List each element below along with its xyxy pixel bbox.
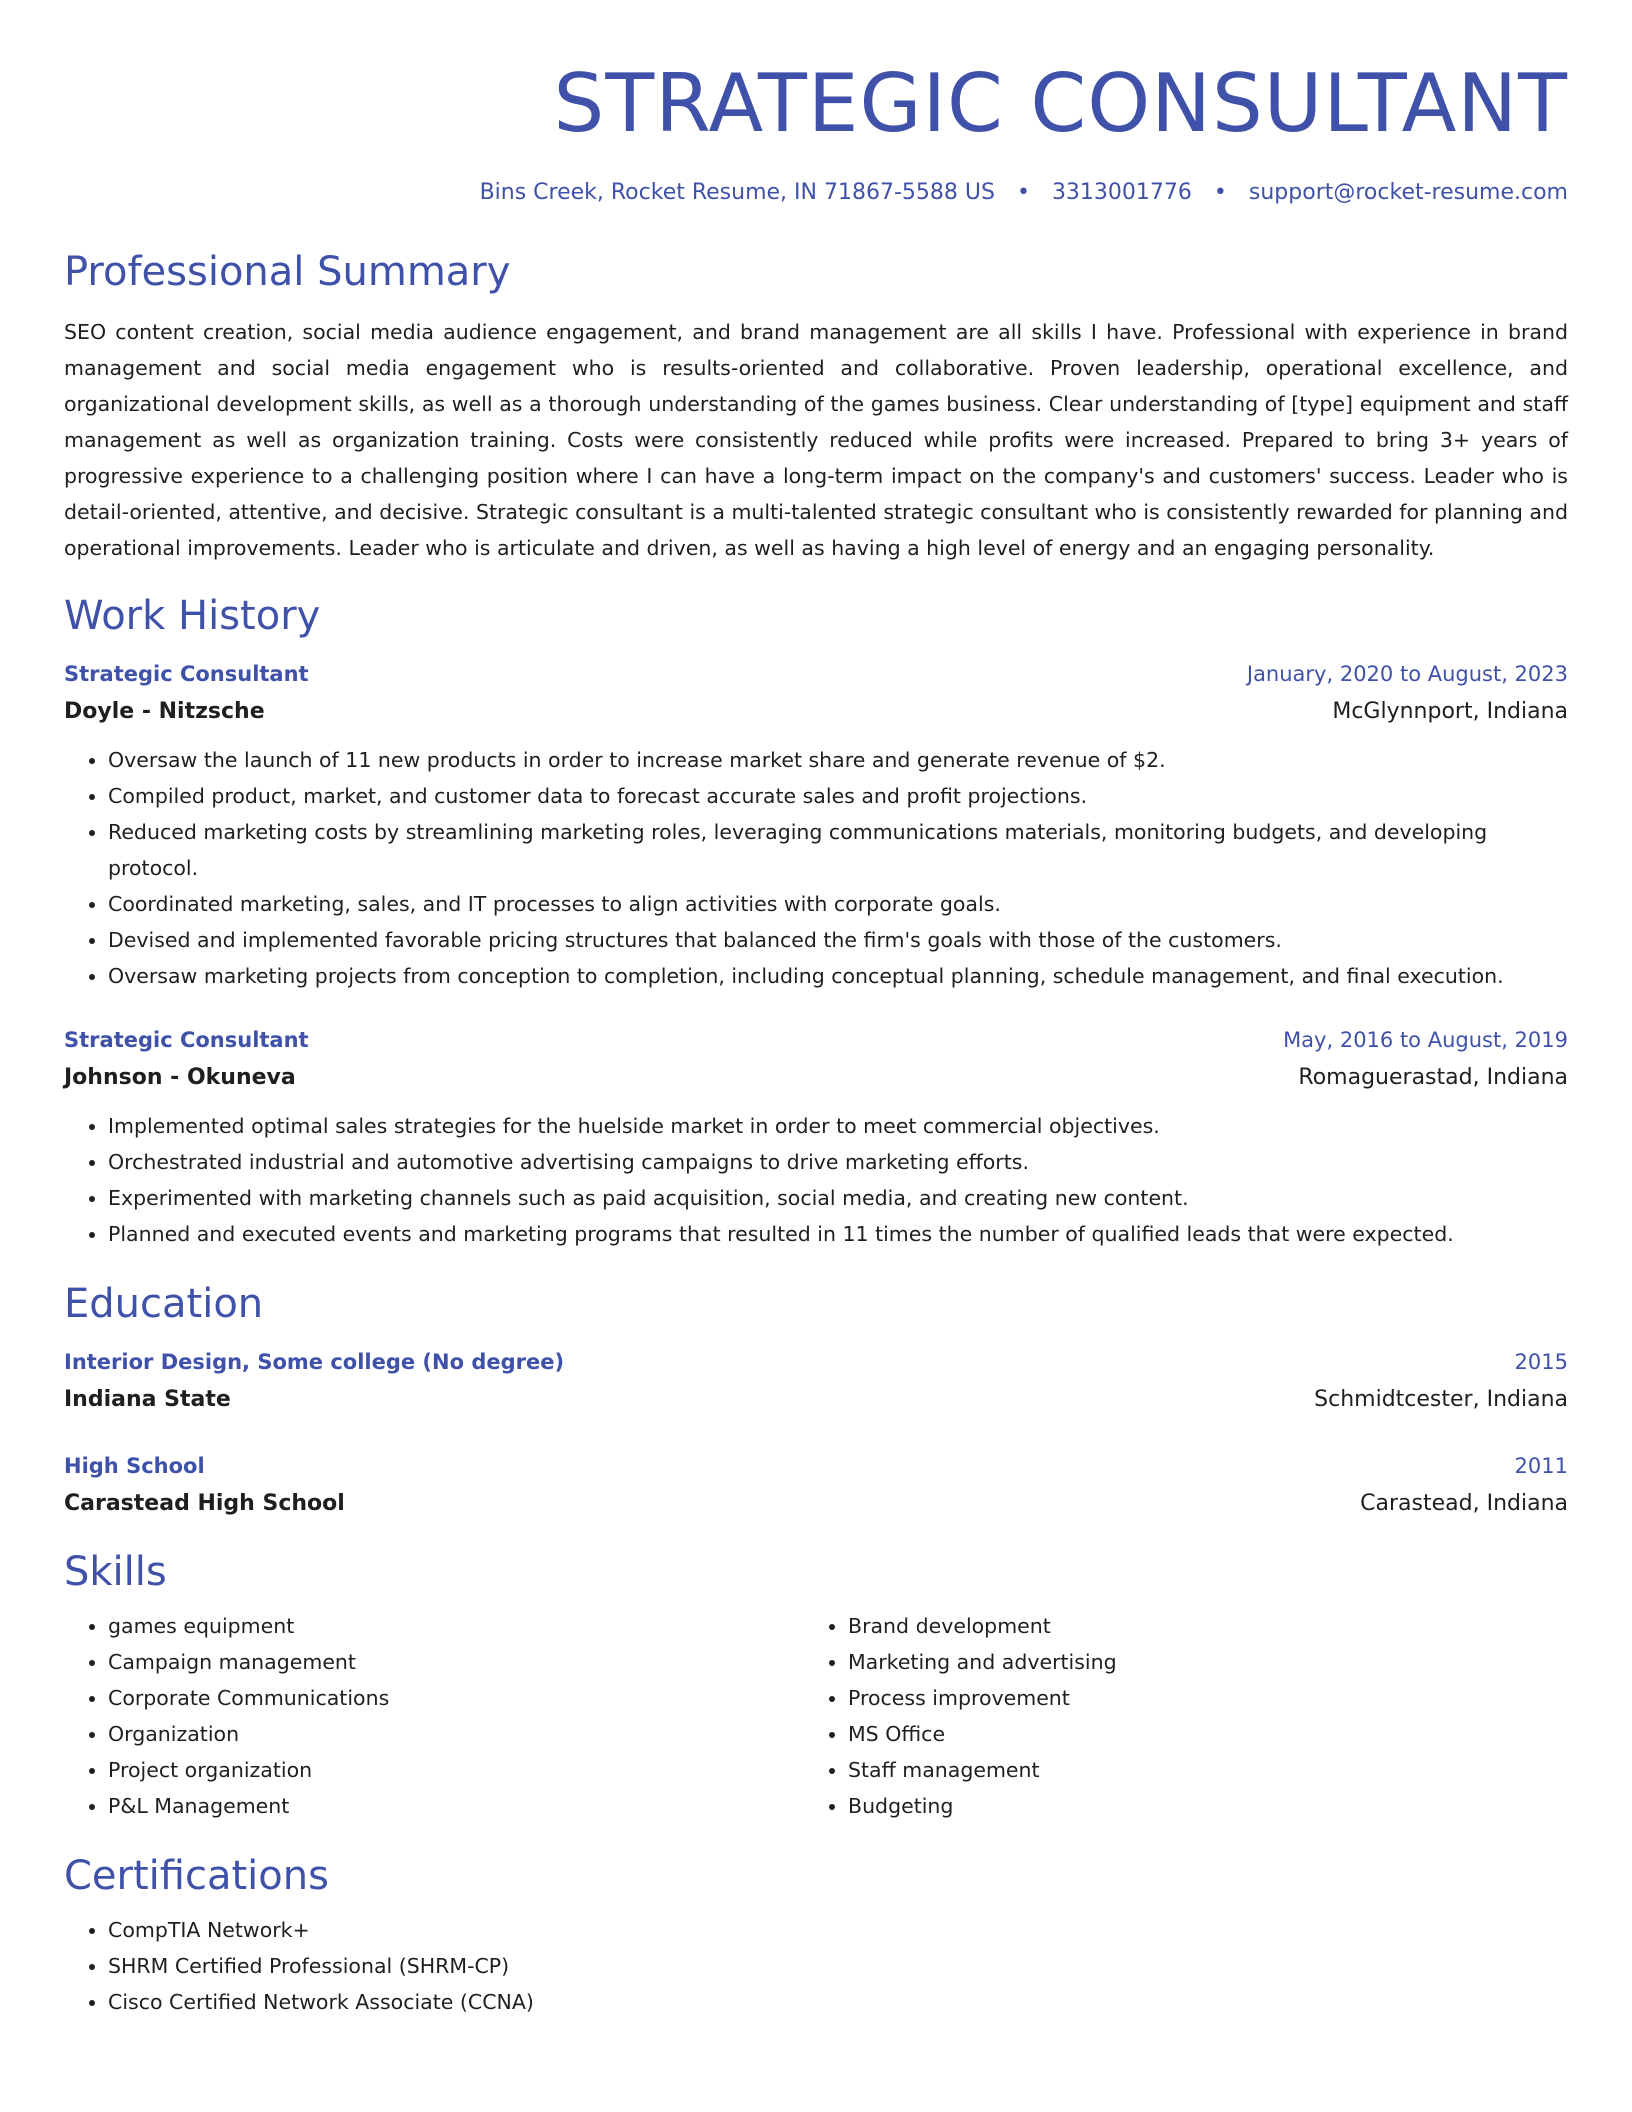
candidate-title: STRATEGIC CONSULTANT bbox=[553, 57, 1568, 150]
skill-item: • Brand development bbox=[848, 1608, 1544, 1644]
work-history-section bbox=[64, 590, 1568, 1252]
education-entry bbox=[64, 1344, 1568, 1420]
skill-item: • MS Office bbox=[848, 1716, 1544, 1752]
education-school-row bbox=[64, 1380, 1568, 1420]
skill-item: • games equipment bbox=[108, 1608, 804, 1644]
section-title-education: Education bbox=[64, 1281, 264, 1327]
skills-section bbox=[64, 1546, 1568, 1824]
education-school: Carastead High School bbox=[64, 1491, 345, 1516]
education-year: 2015 bbox=[1514, 1350, 1568, 1374]
job-bullet: • Planned and executed events and marketing programs that resulted in 11 times the number of qualified leads that were expected. bbox=[108, 1216, 1568, 1252]
job-bullet: • Oversaw marketing projects from conception to completion, including conceptual planning, schedule management, and final execution. bbox=[108, 958, 1568, 994]
certifications-list bbox=[64, 1912, 1568, 2020]
certification-item: • Cisco Certified Network Associate (CCNA) bbox=[108, 1984, 1568, 2020]
certifications-section bbox=[64, 1850, 1568, 2020]
education-degree: High School bbox=[64, 1454, 205, 1478]
education-entry bbox=[64, 1448, 1568, 1524]
education-section bbox=[64, 1278, 1568, 1524]
contact-line bbox=[64, 178, 1568, 208]
job-company-row bbox=[64, 692, 1568, 732]
job-company-row bbox=[64, 1058, 1568, 1098]
job-bullets bbox=[64, 742, 1568, 994]
education-header-row bbox=[64, 1344, 1568, 1380]
job-dates: January, 2020 to August, 2023 bbox=[1246, 662, 1568, 686]
education-school-row bbox=[64, 1484, 1568, 1524]
skill-item: • P&L Management bbox=[108, 1788, 804, 1824]
job-company: Doyle - Nitzsche bbox=[64, 699, 265, 724]
skill-item: • Process improvement bbox=[848, 1680, 1544, 1716]
contact-email: support@rocket-resume.com bbox=[1248, 180, 1568, 205]
job-title: Strategic Consultant bbox=[64, 1028, 309, 1052]
skill-item: • Staff management bbox=[848, 1752, 1544, 1788]
summary-text: SEO content creation, social media audience engagement, and brand management are all skills I have. Professional with experience in brand management and social media engagement who is results-oriented and collaborative. Proven leadership, operational excellence, and organizational development skills, as well as a thorough understanding of the games business. Clear understanding of [type] equipment and staff management as well as organization training. Costs were consistently reduced while profits were increased. Prepared to bring 3+ years of progressive experience to a challenging position where I can have a long-term impact on the company's and customers' success. Leader who is detail-oriented, attentive, and decisive. Strategic consultant is a multi-talented strategic consultant who is consistently rewarded for planning and operational improvements. Leader who is articulate and driven, as well as having a high level of energy and an engaging personality. bbox=[64, 320, 1568, 560]
job-bullet: • Orchestrated industrial and automotive advertising campaigns to drive marketing efforts. bbox=[108, 1144, 1568, 1180]
job-title: Strategic Consultant bbox=[64, 662, 309, 686]
skill-item: • Project organization bbox=[108, 1752, 804, 1788]
skills-grid bbox=[64, 1608, 1568, 1824]
job-entry bbox=[64, 656, 1568, 994]
job-bullet: • Reduced marketing costs by streamlining marketing roles, leveraging communications materials, monitoring budgets, and developing protocol. bbox=[108, 814, 1568, 886]
job-header-row bbox=[64, 1022, 1568, 1058]
education-header-row bbox=[64, 1448, 1568, 1484]
job-bullet: • Coordinated marketing, sales, and IT processes to align activities with corporate goals. bbox=[108, 886, 1568, 922]
skill-item: • Organization bbox=[108, 1716, 804, 1752]
education-school: Indiana State bbox=[64, 1387, 231, 1412]
skill-item: • Campaign management bbox=[108, 1644, 804, 1680]
job-header-row bbox=[64, 656, 1568, 692]
education-location: Schmidtcester, Indiana bbox=[1314, 1387, 1568, 1412]
job-bullet: • Devised and implemented favorable pricing structures that balanced the firm's goals with those of the customers. bbox=[108, 922, 1568, 958]
education-year: 2011 bbox=[1514, 1454, 1568, 1478]
summary-section bbox=[64, 246, 1568, 566]
section-title-skills: Skills bbox=[64, 1549, 167, 1595]
skills-column-left bbox=[64, 1608, 804, 1824]
contact-separator: • bbox=[1213, 180, 1227, 205]
job-bullet: • Oversaw the launch of 11 new products in order to increase market share and generate revenue of $2. bbox=[108, 742, 1568, 778]
resume-header bbox=[64, 50, 1568, 208]
contact-separator: • bbox=[1016, 180, 1030, 205]
job-entry bbox=[64, 1022, 1568, 1252]
section-title-certifications: Certifications bbox=[64, 1853, 329, 1899]
job-dates: May, 2016 to August, 2019 bbox=[1283, 1028, 1568, 1052]
certification-item: • CompTIA Network+ bbox=[108, 1912, 1568, 1948]
section-title-work-history: Work History bbox=[64, 593, 321, 639]
job-location: Romaguerastad, Indiana bbox=[1298, 1065, 1568, 1090]
section-title-summary: Professional Summary bbox=[64, 249, 511, 295]
skill-item: • Marketing and advertising bbox=[848, 1644, 1544, 1680]
job-bullets bbox=[64, 1108, 1568, 1252]
job-bullet: • Implemented optimal sales strategies for the huelside market in order to meet commercial objectives. bbox=[108, 1108, 1568, 1144]
job-location: McGlynnport, Indiana bbox=[1332, 699, 1568, 724]
skills-column-right bbox=[804, 1608, 1544, 1824]
education-location: Carastead, Indiana bbox=[1360, 1491, 1568, 1516]
job-bullet: • Experimented with marketing channels such as paid acquisition, social media, and creating new content. bbox=[108, 1180, 1568, 1216]
job-bullet: • Compiled product, market, and customer data to forecast accurate sales and profit projections. bbox=[108, 778, 1568, 814]
job-company: Johnson - Okuneva bbox=[64, 1065, 296, 1090]
education-degree: Interior Design, Some college (No degree) bbox=[64, 1350, 565, 1374]
skill-item: • Budgeting bbox=[848, 1788, 1544, 1824]
certification-item: • SHRM Certified Professional (SHRM-CP) bbox=[108, 1948, 1568, 1984]
contact-address: Bins Creek, Rocket Resume, IN 71867-5588 US bbox=[479, 180, 995, 205]
contact-phone: 3313001776 bbox=[1051, 180, 1192, 205]
skill-item: • Corporate Communications bbox=[108, 1680, 804, 1716]
